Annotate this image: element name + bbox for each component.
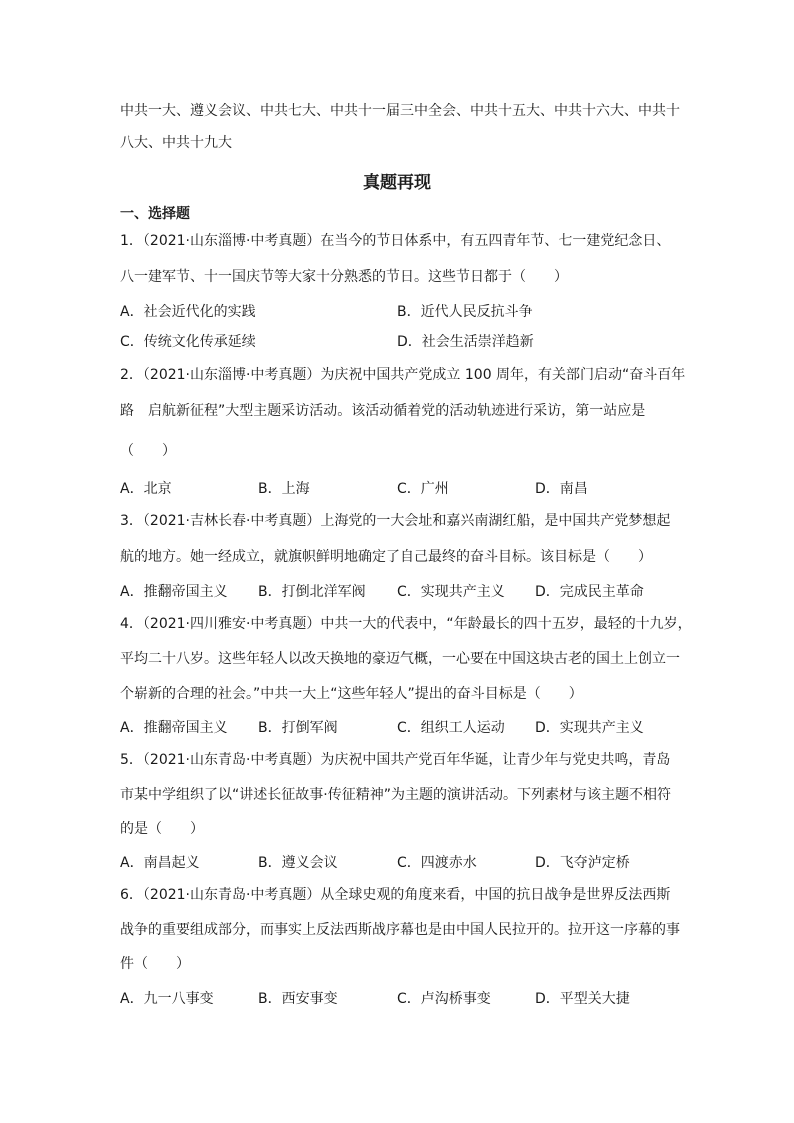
question-5-line-2: 市某中学组织了以“讲述长征故事·传征精神”为主题的演讲活动。下列素材与该主题不相符 bbox=[120, 787, 671, 803]
question-4-line-1: 4．（2021·四川雅安·中考真题）中共一大的代表中，“年龄最长的四十五岁，最轻的十九岁， bbox=[120, 616, 692, 632]
question-2-line-2: 路 启航新征程”大型主题采访活动。该活动循着党的活动轨迹进行采访，第一站应是 bbox=[120, 403, 646, 419]
q2-option-a: A．北京 bbox=[120, 481, 172, 497]
q2-option-d: D．南昌 bbox=[535, 481, 588, 497]
question-3-line-1: 3．（2021·吉林长春·中考真题）上海党的一大会址和嘉兴南湖红船，是中国共产党梦想起 bbox=[120, 513, 671, 529]
q5-option-b: B．遵义会议 bbox=[258, 855, 338, 871]
q4-option-d: D．实现共产主义 bbox=[535, 720, 644, 736]
question-6-line-1: 6．（2021·山东青岛·中考真题）从全球史观的角度来看，中国的抗日战争是世界反法西斯 bbox=[120, 887, 671, 903]
question-2-line-1: 2．（2021·山东淄博·中考真题）为庆祝中国共产党成立 100 周年，有关部门启动“奋斗百年 bbox=[120, 367, 686, 383]
question-4-line-3: 个崭新的合理的社会。”中共一大上“这些年轻人”提出的奋斗目标是（ ） bbox=[120, 686, 583, 702]
question-6-line-2: 战争的重要组成部分，而事实上反法西斯战序幕也是由中国人民拉开的。拉开这一序幕的事 bbox=[120, 922, 680, 938]
question-6-line-3: 件（ ） bbox=[120, 956, 190, 972]
q1-option-b: B．近代人民反抗斗争 bbox=[397, 304, 533, 320]
q6-option-b: B．西安事变 bbox=[258, 991, 338, 1007]
q1-option-c: C．传统文化传承延续 bbox=[120, 334, 256, 350]
q3-option-d: D．完成民主革命 bbox=[535, 584, 644, 600]
q2-option-c: C．广州 bbox=[397, 481, 449, 497]
q6-option-c: C．卢沟桥事变 bbox=[397, 991, 491, 1007]
question-3-line-2: 航的地方。她一经成立，就旗帜鲜明地确定了自己最终的奋斗目标。该目标是（ ） bbox=[120, 549, 652, 565]
q3-option-a: A．推翻帝国主义 bbox=[120, 584, 228, 600]
q4-option-b: B．打倒军阀 bbox=[258, 720, 338, 736]
question-2-line-3: （ ） bbox=[120, 443, 176, 459]
intro-paragraph bbox=[120, 95, 680, 159]
q1-option-d: D．社会生活崇洋趋新 bbox=[397, 334, 534, 350]
q1-option-a: A．社会近代化的实践 bbox=[120, 304, 256, 320]
intro-line-1: 中共一大、遵义会议、中共七大、中共十一届三中全会、中共十五大、中共十六大、中共十 bbox=[120, 103, 680, 119]
question-1-line-1: 1．（2021·山东淄博·中考真题）在当今的节日体系中，有五四青年节、七一建党纪念日、 bbox=[120, 233, 671, 249]
q5-option-c: C．四渡赤水 bbox=[397, 855, 477, 871]
question-5-line-3: 的是（ ） bbox=[120, 821, 204, 837]
q6-option-d: D．平型关大捷 bbox=[535, 991, 630, 1007]
q4-option-a: A．推翻帝国主义 bbox=[120, 720, 228, 736]
q6-option-a: A．九一八事变 bbox=[120, 991, 214, 1007]
section-heading: 一、选择题 bbox=[120, 206, 190, 222]
question-1-line-2: 八一建军节、十一国庆节等大家十分熟悉的节日。这些节日都于（ ） bbox=[120, 269, 568, 285]
intro-line-2: 八大、中共十九大 bbox=[120, 135, 232, 151]
q5-option-d: D．飞夺泸定桥 bbox=[535, 855, 630, 871]
q2-option-b: B．上海 bbox=[258, 481, 310, 497]
question-5-line-1: 5．（2021·山东青岛·中考真题）为庆祝中国共产党百年华诞，让青少年与党史共鸣，青岛 bbox=[120, 752, 671, 768]
q5-option-a: A．南昌起义 bbox=[120, 855, 200, 871]
q4-option-c: C．组织工人运动 bbox=[397, 720, 505, 736]
page-title: 真题再现 bbox=[363, 173, 431, 193]
q3-option-b: B．打倒北洋军阀 bbox=[258, 584, 366, 600]
question-4-line-2: 平均二十八岁。这些年轻人以改天换地的豪迈气概，一心要在中国这块古老的国土上创立一 bbox=[120, 651, 680, 667]
q3-option-c: C．实现共产主义 bbox=[397, 584, 505, 600]
